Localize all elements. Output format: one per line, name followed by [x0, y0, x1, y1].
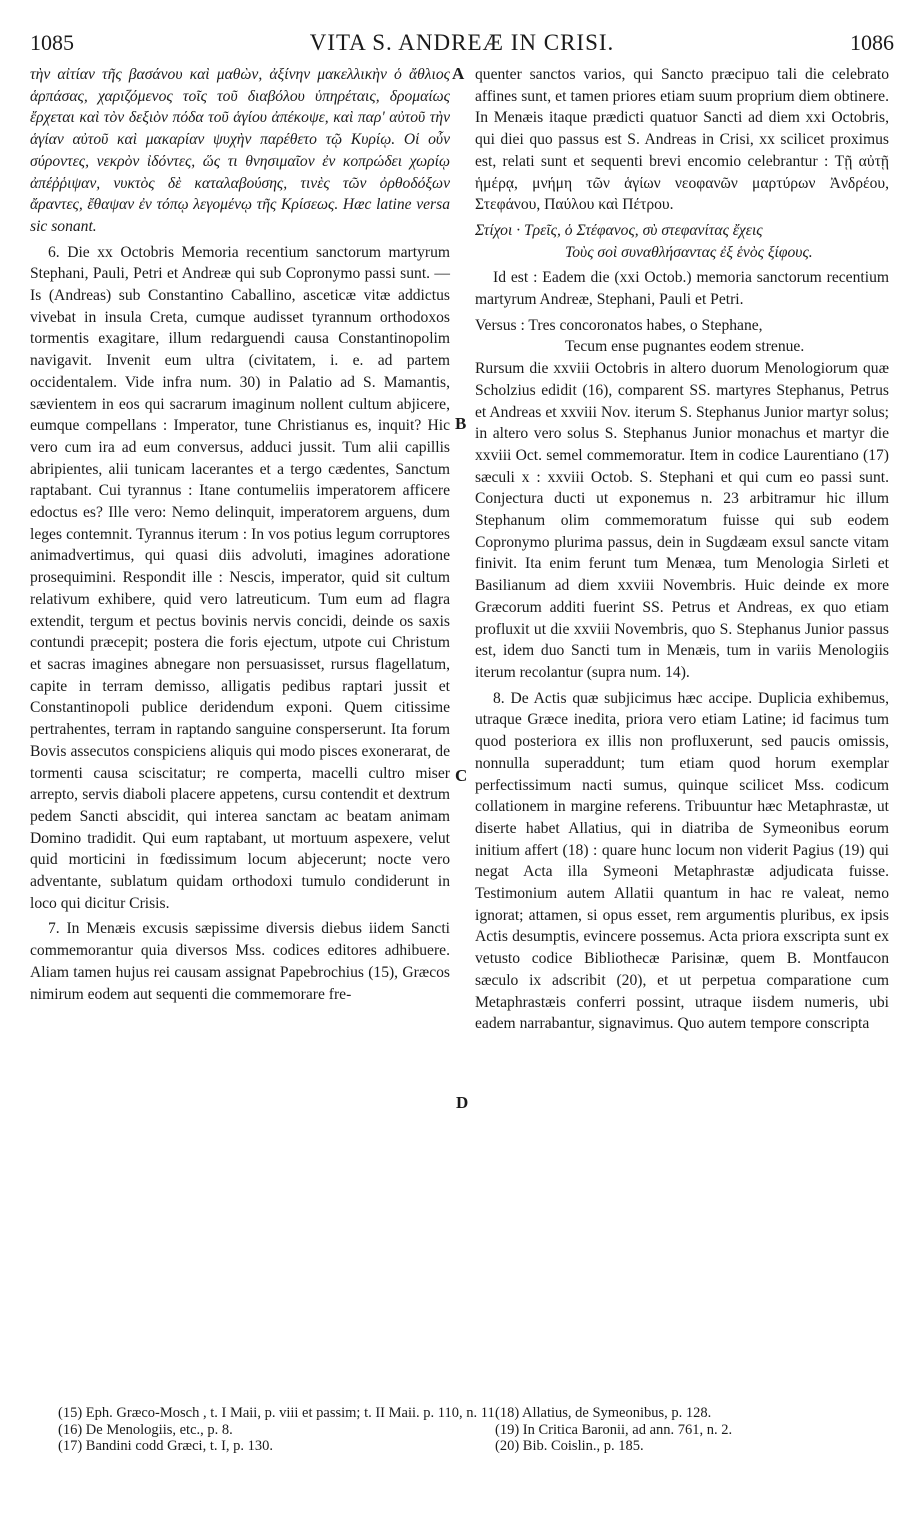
footnote-17: (17) Bandini codd Græci, t. I, p. 130.: [58, 1438, 274, 1454]
running-title: VITA S. ANDREÆ IN CRISI.: [309, 30, 615, 55]
latin-verse-line-2: Tecum ense pugnantes eodem strenue.: [565, 338, 805, 356]
page-number-left: 1085: [30, 30, 74, 55]
paragraph-continuation: quenter sanctos varios, qui Sancto præcipuo tali die celebrato affines sunt, et tamen priores etiam suum proprium diem obtinere. In Menæis itaque prædicti quatuor Sancti ad diem xxi Octobris, qui diei quo passus est S. Andreas in Crisi, xx scilicet proximus est, relati sunt et sequenti brevi encomio celebrantur : Τῇ αὐτῇ ἡμέρᾳ, μνήμη τῶν ἁγίων νεοφανῶν μαρτύρων Ἀνδρέου, Στεφάνου, Παύλου καὶ Πέτρου.: [475, 66, 889, 214]
greek-paragraph: τὴν αἰτίαν τῆς βασάνου καὶ μαθὼν, ἀξίνην μακελλικὴν ὁ ἄθλιος ἁρπάσας, χαριζόμενος τοῖς τοῦ διαβόλου ὑπηρέταις, δρομαίως ἔρχεται καὶ τὸν δεξιὸν πόδα τοῦ ἁγίου ἀπέκοψε, καὶ παρ' αὐτοῦ τὴν ἁγίαν αὐτοῦ καὶ μακαρίαν ψυχὴν παρέθετο τῷ Κυρίῳ. Οἱ οὖν σύροντες, νεκρὸν ἰδόντες, ὥς τι θνησιμαῖον ἐν κοπρώδει χωρίῳ ἀπέῤῥιψαν, νυκτὸς δὲ καταλαβούσης, τινὲς τῶν ὀρθοδόξων ἄραντες, ἔθαψαν ἐν τόπῳ λεγομένῳ τῆς Κρίσεως. Hæc latine versa sic sonant.: [30, 66, 450, 235]
footnotes-left: [58, 1405, 499, 1455]
translation-paragraph: Id est : Eadem die (xxi Octob.) memoria sanctorum recentium martyrum Andreæ, Stephani, Pauli et Petri.: [475, 269, 889, 309]
margin-marker-d: D: [456, 1093, 469, 1112]
footnote-20: (20) Bib. Coislin., p. 185.: [495, 1438, 644, 1454]
footnotes-right: [495, 1405, 895, 1455]
greek-verse-line-2: Τοὺς σοὶ συναθλήσαντας ἐξ ἑνὸς ξίφους.: [565, 243, 813, 261]
page-header: [30, 30, 894, 60]
footnote-18: (18) Allatius, de Symeonibus, p. 128.: [495, 1405, 712, 1421]
footnote-16: (16) De Menologiis, etc., p. 8.: [58, 1421, 233, 1438]
right-column: [475, 64, 889, 1035]
margin-marker-a: A: [452, 64, 465, 83]
paragraph-6: 6. Die xx Octobris Memoria recentium sanctorum martyrum Stephani, Pauli, Petri et Andreæ qui sub Copronymo passi sunt. — Is (Andreas) sub Constantino Caballino, asceticæ vitæ addictus vivebat in insula Creta, cumque audisset tyrannum orthodoxos tormentis exagitare, illum redarguendi causa Constantinopolim navigavit. Invenit eum ultra (civitatem, i. e. ad partem occidentalem. Vide infra num. 30) in Palatio ad S. Mamantis, sævientem in eos qui sacrarum imaginum nollent cultum abjicere, eumque compellans : Imperator, tune Christianus es, inquit? Hic vero cum ira ad eum conversus, adduci jussit. Tum alii capillis abripientes, alii tunicam lacerantes et a tergo cædentes, Sanctum raptabant. Cui tyrannus : Itane contumeliis imperatorem afficere edoctus es? Ille vero: Nemo delinquit, imperatorem arguens, dum leges contemnit. Tyrannus iterum : In vos potius legum corruptores animadvertimus, qui quasi diis advoluti, imagines adoratione prosequimini. Respondit ille : Nescis, imperator, quid sit cultum relativum exhibere, quid vero latreuticum. Tum eum ad flagra extendit, tergum et pectus bovinis nervis concidi, deinde os saxis contundi præcepit; postera die foris ejectum, utpote cui Christum et sacras imagines abnegare non persuasisset, rursus flagellatum, capite in terram demisso, alligatis pedibus raptari jussit et Constantinopoli publice deridendum exponi. Quem citissime pertrahentes, terram in raptando sanguine consperserunt. Ita forum Bovis assecutos conspiciens aliquis qui modo pisces exonerarat, de tormenti causa sciscitatur; re comperta, macelli cultro miser arrepto, servis diaboli placere appetens, cursu contendit et dextrum pedem Sancti abscidit, qui interea sanctam ac beatam animam Domino tradidit. Qui eum raptabant, ut mortuum aspexere, velut quid morticini in fœdissimum locum abjecerunt; nocte vero adventante, sublatum quidam orthodoxi tumulo condiderunt in loco qui dicitur Crisis.: [30, 243, 450, 912]
latin-verse-line-1: Versus : Tres concoronatos habes, o Stephane,: [475, 316, 763, 334]
page-number-right: 1086: [850, 30, 894, 55]
left-column: [30, 64, 450, 1005]
greek-verse-line-1: Στίχοι · Τρεῖς, ὁ Στέφανος, σὺ στεφανίτας ἔχεις: [475, 221, 763, 239]
footnote-15: (15) Eph. Græco-Mosch , t. I Maii, p. viii et passim; t. II Maii. p. 110, n. 11.: [58, 1405, 499, 1421]
margin-marker-b: B: [455, 414, 467, 433]
footnote-19: (19) In Critica Baronii, ad ann. 761, n. 2.: [495, 1421, 733, 1438]
margin-marker-c: C: [455, 766, 468, 785]
paragraph-7: 7. In Menæis excusis sæpissime diversis diebus iidem Sancti commemorantur quia diversos Mss. codices editores adhibuere. Aliam tamen hujus rei causam assignat Papebrochius (15), Græcos nimirum eodem aut sequenti die commemorare fre-: [30, 920, 450, 1003]
paragraph-menologia: Rursum die xxviii Octobris in altero duorum Menologiorum quæ Scholzius edidit (16), comparent SS. martyres Stephanus, Petrus et Andreas et xxviii Nov. iterum S. Stephanus Junior martyr solus; in altero vero solus S. Stephanus Junior monachus et martyr die xxviii Oct. semel commemoratur. Item in codice Laurentiano (17) sæculi x : xxviii Octob. S. Stephani et qui cum eo passi sunt. Conjectura ducti ut exponemus n. 23 arbitramur hic illum Stephanum olim commemoratum fuisse qui sub eodem Copronymo plurima passus, dein in Sugdæam exsul sancte vitam finivit. Ita enim ferunt tum Menæa, tum Menologia Sirleti et Basilianum ad diem xxviii Novembris. Huic deinde ex more Græcorum additi fuerint SS. Petrus et Andreas, ex quo etiam profluxit ut die xxviii Novembris, quo S. Stephanus Junior passus est, idem duo Sancti tum in Menæis, tum in variis Menologiis iterum recolantur (supra num. 14).: [475, 360, 889, 681]
paragraph-8: 8. De Actis quæ subjicimus hæc accipe. Duplicia exhibemus, utraque Græce inedita, priora vero etiam Latine; id facimus tum quod posteriora ex illis non profluxerunt, sed paucis omissis, nonnulla superaddunt; tum etiam quod horum exemplar perfectissimum nacti sumus, quinque scilicet Mss. codicum collationem in margine referens. Tribuuntur hæc Metaphrastæ, ut diserte habet Allatius, qui in diatriba de Symeonibus eorum initium affert (18) : quare hunc locum non viderit Pagius (19) qui negat Acta illa Symeoni Metaphrastæ adjudicata fuisse. Testimonium autem Allatii quantum in hac re valeat, nemo ignorat; attamen, si opus esset, rem argumentis pluribus, ex ipsis Actis desumptis, evincere possemus. Acta priora exscripta sunt ex vetusto codice Bibliothecæ Parisinæ, quem B. Montfaucon sæculo ix adscribit (20), et ut perpetua comparatione cum Metaphrastæis conferri possint, utraque iisdem numeris, ubi eadem narrabantur, signavimus. Quo autem tempore conscripta: [475, 689, 889, 1033]
